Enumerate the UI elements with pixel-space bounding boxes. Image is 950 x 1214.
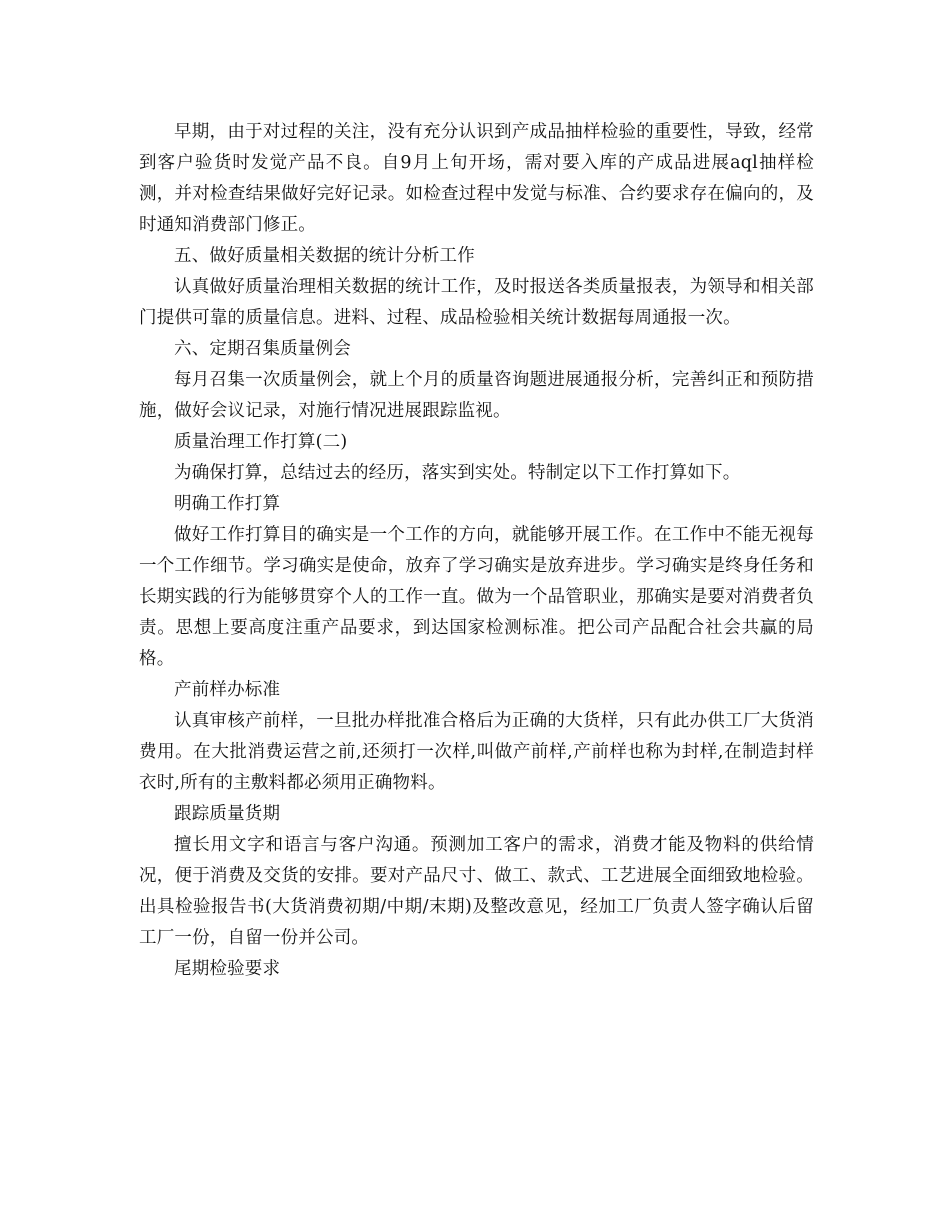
heading-section-six: 六、定期召集质量例会 [174,339,351,359]
paragraph-quality-meeting: 每月召集一次质量例会，就上个月的质量咨询题进展通报分析，完善纠正和预防措施，做好会议记录，对施行情况进展跟踪监视。 [139,370,814,421]
paragraph-track-quality: 擅长用文字和语言与客户沟通。预测加工客户的需求，消费才能及物料的供给情况，便于消费及交货的安排。要对产品尺寸、做工、款式、工艺进展全面细致地检验。出具检验报告书(大货消费初期/中期/末期)及整改意见，经加工厂负责人签字确认后留工厂一份，自留一份并公司。 [139,835,814,948]
heading-pre-production-sample: 产前样办标准 [174,680,281,700]
heading-track-quality: 跟踪质量货期 [174,804,281,824]
paragraph-clear-plan: 做好工作打算目的确实是一个工作的方向，就能够开展工作。在工作中不能无视每一个工作细节。学习确实是使命，放弃了学习确实是放弃进步。学习确实是终身任务和长期实践的行为能够贯穿个人的工作一直。做为一个品管职业，那确实是要对消费者负责。思想上要高度注重产品要求，到达国家检测标准。把公司产品配合社会共赢的局格。 [139,525,814,669]
heading-clear-plan: 明确工作打算 [174,494,281,514]
paragraph-statistics: 认真做好质量治理相关数据的统计工作，及时报送各类质量报表，为领导和相关部门提供可靠的质量信息。进料、过程、成品检验相关统计数据每周通报一次。 [139,277,814,328]
document-body [139,117,814,985]
heading-plan-two: 质量治理工作打算(二) [174,432,348,452]
paragraph-plan-intro: 为确保打算，总结过去的经历，落实到实处。特制定以下工作打算如下。 [174,463,741,483]
paragraph-early-inspection: 早期，由于对过程的关注，没有充分认识到产成品抽样检验的重要性，导致，经常到客户验货时发觉产品不良。自9月上旬开场，需对要入库的产成品进展aql抽样检测，并对检查结果做好完好记录。如检查过程中发觉与标准、合约要求存在偏向的，及时通知消费部门修正。 [139,122,814,235]
heading-section-five: 五、做好质量相关数据的统计分析工作 [174,246,475,266]
paragraph-pre-production-sample: 认真审核产前样，一旦批办样批准合格后为正确的大货样，只有此办供工厂大货消费用。在大批消费运营之前,还须打一次样,叫做产前样,产前样也称为封样,在制造封样衣时,所有的主敷料都必须用正确物料。 [139,711,814,793]
heading-final-inspection: 尾期检验要求 [174,959,281,979]
